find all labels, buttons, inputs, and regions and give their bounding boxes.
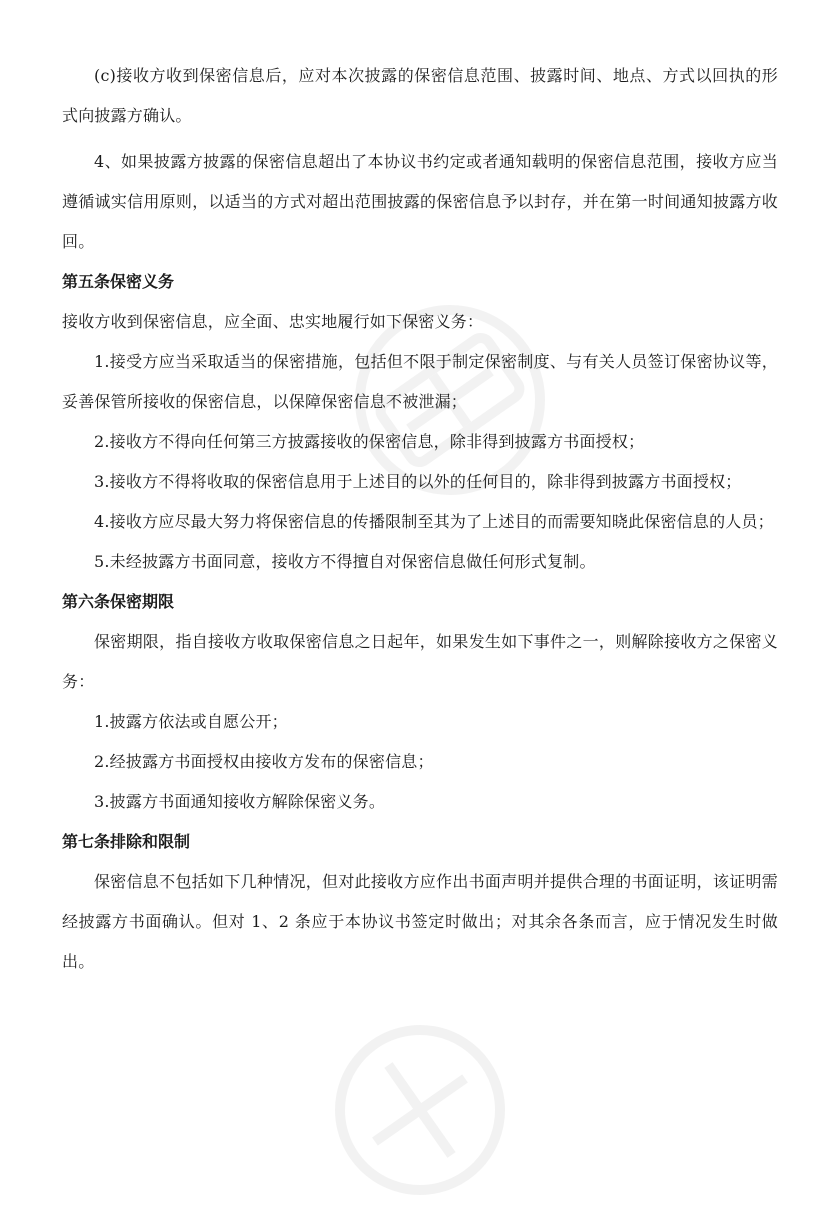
section6-item-2: 2.经披露方书面授权由接收方发布的保密信息； (94, 752, 434, 771)
watermark-logo-bottom (300, 1010, 540, 1210)
section5-intro: 接收方收到保密信息，应全面、忠实地履行如下保密义务： (62, 312, 484, 331)
section5-item-2: 2.接收方不得向任何第三方披露接收的保密信息，除非得到披露方书面授权； (94, 432, 645, 451)
section5-item-5: 5.未经披露方书面同意，接收方不得擅自对保密信息做任何形式复制。 (94, 552, 596, 571)
section7-intro: 保密信息不包括如下几种情况，但对此接收方应作出书面声明并提供合理的书面证明，该证明需经披露方书面确认。但对 1、2 条应于本协议书签定时做出；对其余各条而言，应于情况发生时做出。 (62, 872, 778, 971)
document-body (62, 56, 778, 982)
paragraph-4-overscope: 4、如果披露方披露的保密信息超出了本协议书约定或者通知载明的保密信息范围，接收方应当遵循诚实信用原则，以适当的方式对超出范围披露的保密信息予以封存，并在第一时间通知披露方收回。 (62, 152, 778, 251)
section5-heading: 第五条保密义务 (62, 272, 175, 291)
section7-heading: 第七条排除和限制 (62, 832, 191, 851)
section5-item-4: 4.接收方应尽最大努力将保密信息的传播限制至其为了上述目的而需要知晓此保密信息的人员； (94, 512, 774, 531)
section5-item-1: 1.接受方应当采取适当的保密措施，包括但不限于制定保密制度、与有关人员签订保密协议等，妥善保管所接收的保密信息，以保障保密信息不被泄漏； (62, 352, 778, 411)
section6-intro: 保密期限，指自接收方收取保密信息之日起年，如果发生如下事件之一，则解除接收方之保密义务： (62, 632, 778, 691)
section6-item-1: 1.披露方依法或自愿公开； (94, 712, 288, 731)
section5-item-3: 3.接收方不得将收取的保密信息用于上述目的以外的任何目的，除非得到披露方书面授权； (94, 472, 742, 491)
section6-heading: 第六条保密期限 (62, 592, 175, 611)
paragraph-c-confirmation: (c)接收方收到保密信息后，应对本次披露的保密信息范围、披露时间、地点、方式以回执的形式向披露方确认。 (62, 66, 778, 125)
section6-item-3: 3.披露方书面通知接收方解除保密义务。 (94, 792, 386, 811)
